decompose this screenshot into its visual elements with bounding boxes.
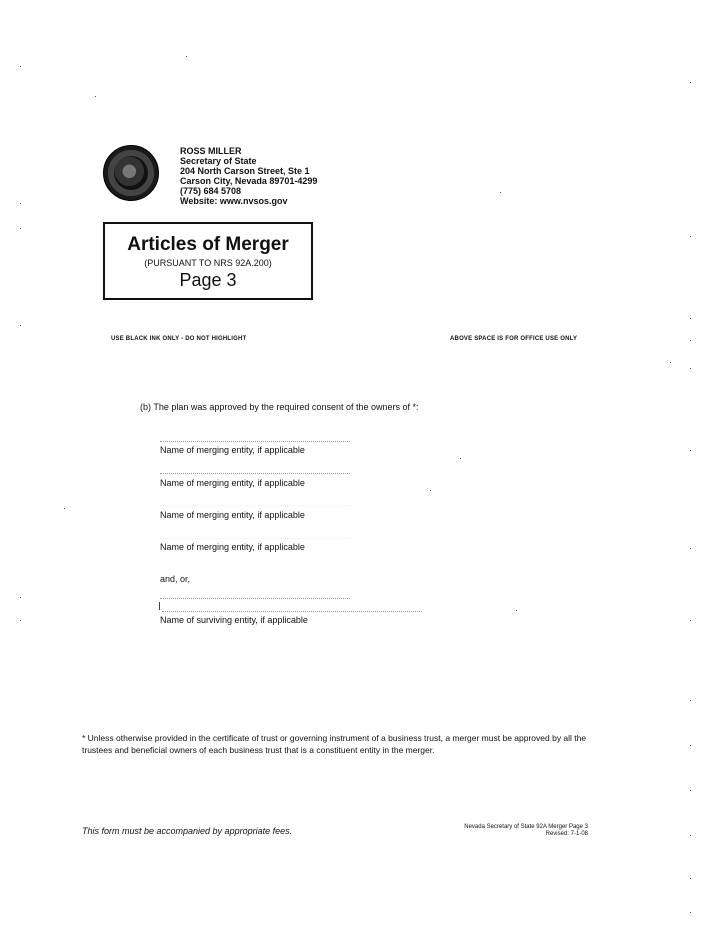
scan-speck <box>690 318 691 319</box>
merging-entity-line-1[interactable] <box>160 441 350 442</box>
ink-notice: USE BLACK INK ONLY - DO NOT HIGHLIGHT <box>111 336 247 342</box>
merging-entity-label-2: Name of merging entity, if applicable <box>160 478 305 488</box>
scan-speck <box>690 835 691 836</box>
sos-address-2: Carson City, Nevada 89701-4299 <box>180 176 318 186</box>
office-use-notice: ABOVE SPACE IS FOR OFFICE USE ONLY <box>450 336 578 342</box>
scan-speck <box>690 790 691 791</box>
scan-speck <box>690 450 691 451</box>
scan-speck <box>20 203 21 204</box>
scan-speck <box>64 508 65 509</box>
and-or-text: and, or, <box>160 574 191 584</box>
scan-speck <box>20 228 21 229</box>
scan-speck <box>430 490 431 491</box>
scan-speck <box>20 66 21 67</box>
sos-address-1: 204 North Carson Street, Ste 1 <box>180 166 310 176</box>
scan-speck <box>186 56 187 57</box>
scan-speck <box>20 597 21 598</box>
state-seal-logo <box>103 145 159 201</box>
scan-speck <box>20 325 21 326</box>
scan-speck <box>690 548 691 549</box>
scan-speck <box>95 96 96 97</box>
scan-speck <box>460 458 461 459</box>
scan-speck <box>690 236 691 237</box>
scan-speck <box>500 192 501 193</box>
scan-speck <box>690 368 691 369</box>
fees-notice: This form must be accompanied by appropriate fees. <box>82 826 293 836</box>
form-page-number: Page 3 <box>179 270 237 290</box>
sos-name: ROSS MILLER <box>180 146 242 156</box>
scan-speck <box>670 362 671 363</box>
sos-title: Secretary of State <box>180 156 257 166</box>
section-b-intro: (b) The plan was approved by the required consent of the owners of *: <box>140 402 419 412</box>
revision-date: Revised: 7-1-08 <box>545 831 588 837</box>
surviving-entity-line-top[interactable] <box>160 598 350 599</box>
form-title: Articles of Merger <box>127 234 289 255</box>
surviving-entity-line[interactable] <box>162 611 422 612</box>
surviving-entity-label: Name of surviving entity, if applicable <box>160 615 308 625</box>
merging-entity-line-3[interactable] <box>160 505 350 506</box>
scan-speck <box>690 340 691 341</box>
scan-speck <box>690 700 691 701</box>
cursor-mark <box>159 602 160 610</box>
sos-website: Website: www.nvsos.gov <box>180 196 288 206</box>
merging-entity-label-3: Name of merging entity, if applicable <box>160 510 305 520</box>
sos-contact-block <box>180 146 317 206</box>
form-revision-info <box>442 824 588 838</box>
sos-phone: (775) 684 5708 <box>180 186 242 196</box>
scan-speck <box>516 610 517 611</box>
footnote: * Unless otherwise provided in the certificate of trust or governing instrument of a business trust, a merger must be approved by all the trustees and beneficial owners of each business trust that is a constituent entity in the merger. <box>82 733 587 755</box>
merging-entity-line-2[interactable] <box>160 473 350 474</box>
scan-speck <box>690 745 691 746</box>
scan-speck <box>690 912 691 913</box>
scan-speck <box>690 620 691 621</box>
scan-speck <box>20 620 21 621</box>
scan-speck <box>690 82 691 83</box>
merging-entity-label-1: Name of merging entity, if applicable <box>160 445 305 455</box>
form-title-box <box>103 222 313 300</box>
scan-speck <box>690 878 691 879</box>
form-id: Nevada Secretary of State 92A Merger Page 3 <box>464 824 588 830</box>
merging-entity-label-4: Name of merging entity, if applicable <box>160 542 305 552</box>
merging-entity-line-4[interactable] <box>160 538 350 539</box>
form-statute: (PURSUANT TO NRS 92A.200) <box>144 258 272 268</box>
